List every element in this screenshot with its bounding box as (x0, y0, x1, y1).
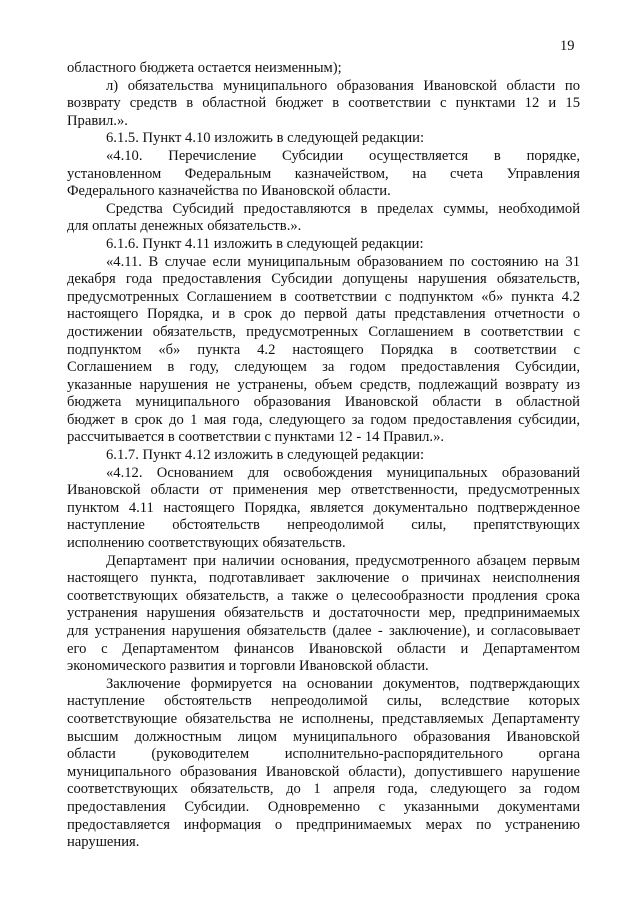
text-line: достижении обязательств, предусмотренных Соглашением в соответствии с (67, 323, 580, 340)
text-line: соответствующих обязательств, а также о целесообразности продления срока (67, 587, 580, 604)
text-line: высшим должностным лицом муниципального образования Ивановской (67, 728, 580, 745)
text-line: для устранения нарушения обязательств (далее - заключение), и согласовывает (67, 623, 580, 639)
text-line: предоставляется информация о предпринимаемых мерах по устранению (67, 816, 580, 833)
document-body (67, 60, 580, 852)
paragraph (67, 254, 580, 448)
paragraph (67, 78, 580, 131)
text-line: его с Департаментом финансов Ивановской области и Департаментом (67, 640, 580, 657)
text-line: предоставления Субсидии. Одновременно с указанными документами (67, 798, 580, 815)
text-line: исполнению соответствующих обязательств. (67, 535, 346, 552)
text-line: возврату средств в областной бюджет в соответствии с пунктами 12 и 15 (67, 95, 580, 112)
text-line: соответствующих обязательств, до 1 апреля года, следующего за годом (67, 781, 580, 798)
text-line: Федерального казначейства по Ивановской области. (67, 183, 391, 200)
text-line: настоящего Порядка, и в срок до первой даты представления отчетности о (67, 306, 580, 323)
text-line: установленном Федеральным казначейством, на счета Управления (67, 165, 580, 182)
text-line: 6.1.5. Пункт 4.10 изложить в следующей редакции: (106, 130, 425, 147)
paragraph (67, 553, 580, 676)
text-line: наступление обстоятельств непреодолимой силы, препятствующих (67, 517, 580, 534)
paragraph (67, 130, 580, 148)
text-line: «4.11. В случае если муниципальным образованием по состоянию на 31 (106, 253, 580, 270)
text-line: пунктом 4.11 настоящего Порядка, является документально подтвержденное (67, 499, 580, 516)
paragraph (67, 465, 580, 553)
paragraph (67, 60, 580, 78)
text-line: л) обязательства муниципального образования Ивановской области по (106, 77, 580, 94)
text-line: указанные нарушения не устранены, объем средств, подлежащий возврату из (67, 376, 580, 393)
page-number: 19 (560, 38, 575, 54)
text-line: областного бюджета остается неизменным); (67, 60, 342, 76)
text-line: муниципального образования Ивановской области), допустившего нарушение (67, 763, 580, 780)
text-line: декабря года предоставления Субсидии допущены нарушения обязательств, (67, 271, 580, 288)
text-line: рассчитывается в соответствии с пунктами 12 - 14 Правил.». (67, 429, 445, 446)
text-line: Правил.». (67, 112, 128, 129)
text-line: подпунктом «б» пункта 4.2 настоящего Порядка в соответствии с (67, 341, 580, 358)
text-line: Соглашением в году, следующем за годом предоставления Субсидии, (67, 359, 580, 376)
text-line: предусмотренных Соглашением в соответствии с подпунктом «б» пункта 4.2 (67, 288, 580, 305)
text-line: нарушения. (67, 834, 140, 851)
text-line: «4.12. Основанием для освобождения муниципальных образований (106, 464, 580, 481)
text-line: Ивановской области от применения мер ответственности, предусмотренных (67, 482, 580, 499)
paragraph (67, 447, 580, 465)
text-line: Заключение формируется на основании документов, подтверждающих (106, 675, 580, 692)
text-line: настоящего пункта, подготавливает заключение о причинах неисполнения (67, 570, 580, 587)
paragraph (67, 148, 580, 201)
text-line: Департамент при наличии основания, предусмотренного абзацем первым (106, 552, 580, 569)
text-line: области (руководителем исполнительно-распорядительного органа (67, 746, 580, 763)
text-line: наступление обстоятельств непреодолимой силы, вследствие которых (67, 693, 580, 710)
text-line: устранения нарушения обязательств и достаточности мер, предпринимаемых (67, 605, 580, 622)
paragraph (67, 676, 580, 852)
text-line: 6.1.7. Пункт 4.12 изложить в следующей редакции: (106, 447, 425, 464)
text-line: экономического развития и торговли Ивановской области. (67, 658, 429, 675)
text-line: бюджет в срок до 1 мая года, следующего за годом предоставления субсидии, (67, 411, 580, 428)
text-line: «4.10. Перечисление Субсидии осуществляется в порядке, (106, 147, 580, 164)
text-line: 6.1.6. Пункт 4.11 изложить в следующей редакции: (106, 235, 424, 252)
text-line: для оплаты денежных обязательств.». (67, 218, 302, 235)
paragraph (67, 236, 580, 254)
text-line: Средства Субсидий предоставляются в пределах суммы, необходимой (106, 200, 580, 217)
text-line: бюджета муниципального образования Ивановской области в областной (67, 394, 580, 411)
text-line: соответствующие обязательства не исполнены, представляемых Департаменту (67, 710, 580, 727)
paragraph (67, 201, 580, 236)
